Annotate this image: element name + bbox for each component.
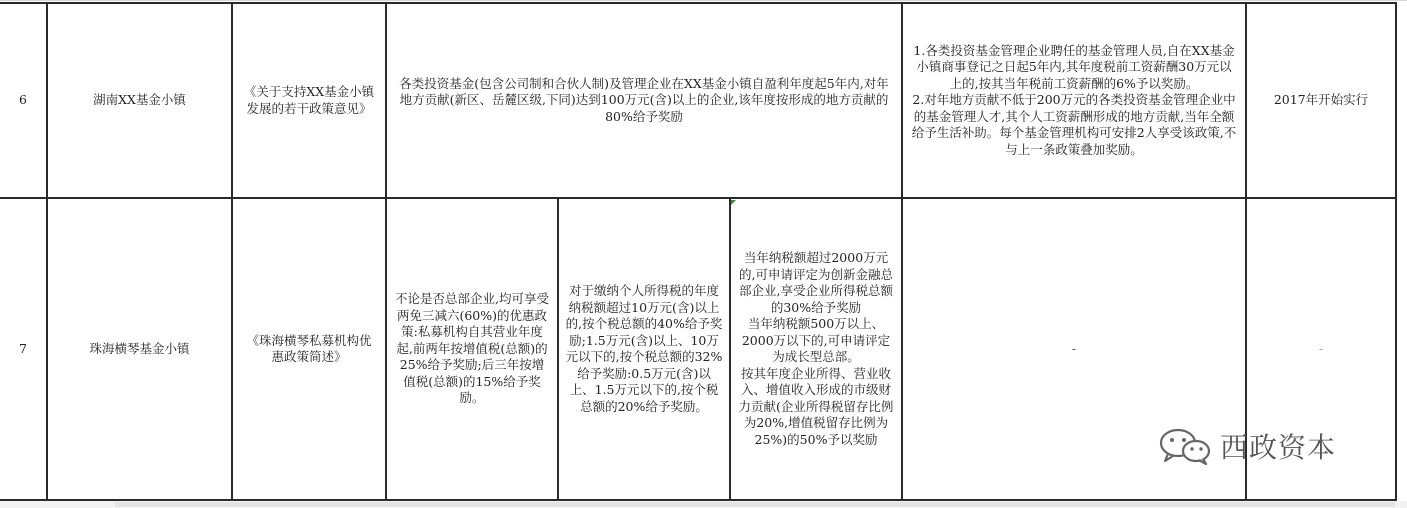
- talent-text: -: [1071, 340, 1077, 356]
- reward-text: 不论是否总部企业,均可享受两免三减六(60%)的优惠政策:私募机构自其营业年度起,前两年按增值税(总额)的25%给予奖励;后三年按增值税(总额)的15%给予奖励。: [395, 291, 549, 406]
- policy-name: 《关于支持XX基金小镇发展的若干政策意见》: [243, 84, 375, 116]
- row7-iit-reward: [559, 199, 729, 499]
- reward-text: 各类投资基金(包含公司制和合伙人制)及管理企业在XX基金小镇自盈利年度起5年内,对年地方贡献(新区、岳麓区级,下同)达到100万元(含)以上的企业,该年度按形成的地方贡献的80%给予奖励: [399, 75, 889, 124]
- status-text: 2017年开始实行: [1273, 92, 1369, 108]
- row-index-text: 7: [19, 340, 27, 356]
- row7-hq-reward: [731, 199, 901, 499]
- cell-comment-marker: [731, 200, 736, 205]
- watermark-text: 西政资本: [1220, 431, 1337, 464]
- reward-text: 对于缴纳个人所得税的年度纳税额超过10万元(含)以上的,按个税总额的40%给予奖励;1.5万元(含)以上、10万元以下的,按个税总额的32%给予奖励:0.5万元(含)以上、1.5万元以下的,按个税总额的20%给予奖励。: [565, 283, 723, 414]
- row6-town: [48, 4, 231, 197]
- horizontal-scrollbar[interactable]: [0, 501, 1407, 508]
- row7-town: [48, 199, 231, 499]
- row6-policy: [233, 4, 385, 197]
- reward-item: 按其年度企业所得、营业收入、增值收入形成的市级财力贡献(企业所得税留存比例为20%,增值税留存比例为25%)的50%予以奖励: [738, 365, 894, 447]
- row6-talent: [903, 4, 1245, 197]
- status-text: -: [1318, 340, 1324, 356]
- row7-policy: [233, 199, 385, 499]
- reward-item: 当年纳税额超过2000万元的,可申请评定为创新金融总部企业,享受企业所得税总额的30%给予奖励: [739, 250, 893, 315]
- row6-index: [0, 4, 46, 197]
- wechat-icon: [1158, 427, 1212, 465]
- row6-reward: [387, 4, 901, 197]
- row7-index: [0, 199, 46, 499]
- table-border-right: [1395, 2, 1397, 501]
- town-name: 珠海横琴基金小镇: [89, 340, 190, 356]
- row7-vat-reward: [387, 199, 557, 499]
- talent-item: 1.各类投资基金管理企业聘任的基金管理人员,自在XX基金小镇商事登记之日起5年内,其年度税前工资薪酬30万元以上的,按其当年税前工资薪酬的6%予以奖励。: [913, 42, 1235, 91]
- row-index-text: 6: [19, 92, 27, 108]
- reward-item: 当年纳税额500万以上、2000万以下的,可申请评定为成长型总部。: [741, 316, 891, 364]
- row6-status: [1247, 4, 1395, 197]
- scrollbar-thumb[interactable]: [115, 502, 1395, 507]
- talent-item: 2.对年地方贡献不低于200万元的各类投资基金管理企业中的基金管理人才,其个人工资薪酬形成的地方贡献,当年全额给予生活补助。每个基金管理机构可安排2人享受该政策,不与上一条政策叠加奖励。: [911, 92, 1237, 157]
- watermark: [1158, 426, 1336, 466]
- town-name: 湖南XX基金小镇: [93, 92, 186, 108]
- policy-name: 《珠海横琴私募机构优惠政策简述》: [246, 332, 372, 364]
